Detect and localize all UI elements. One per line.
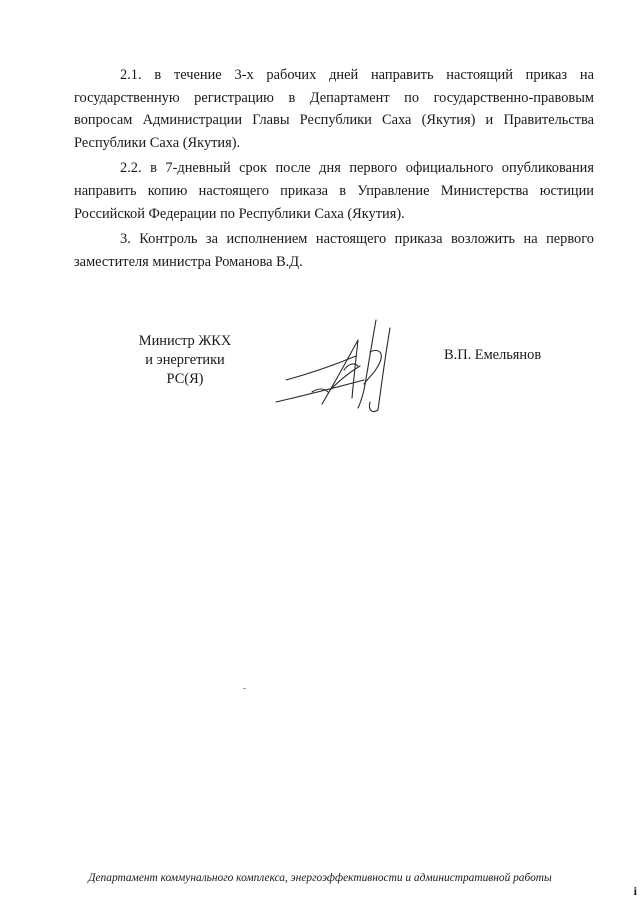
order-body [74,64,594,276]
paragraph-3: 3. Контроль за исполнением настоящего приказа возложить на первого заместителя министра Романова В.Д. [74,231,594,270]
signer-position [110,332,260,389]
paragraph-2-2: 2.2. в 7-дневный срок после дня первого официального опубликования направить копию настоящего приказа в Управление Министерства юстиции Российской Федерации по Республики Саха (Якутия). [74,160,594,222]
handwritten-signature [272,318,422,428]
signature-block [0,318,640,428]
signer-position-line-3: РС(Я) [166,371,204,387]
department-footer: Департамент коммунального комплекса, энергоэффективности и административной работы [88,872,552,884]
scan-speck [243,688,246,689]
page-marker: i [633,884,637,898]
signer-position-line-1: Министр ЖКХ [138,333,232,349]
signer-position-line-2: и энергетики [145,352,225,368]
paragraph-2-1: 2.1. в течение 3-х рабочих дней направить настоящий приказ на государственную регистрацию в Департамент по государственно-правовым вопросам Администрации Главы Республики Саха (Якутия) и Правительства Республики Саха (Якутия). [74,67,594,151]
signer-name: В.П. Емельянов [444,347,542,363]
